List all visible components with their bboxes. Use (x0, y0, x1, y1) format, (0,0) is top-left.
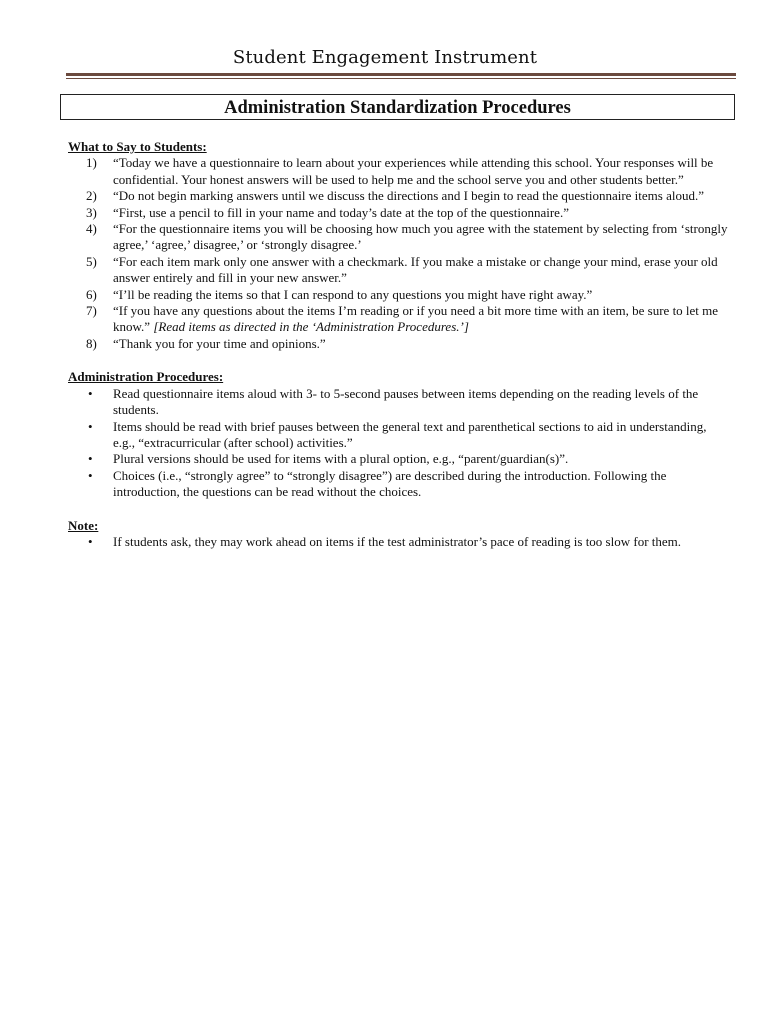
item-text: Choices (i.e., “strongly agree” to “strongly disagree”) are described during the introduction. Following the introduction, the questions can be read without the choices. (113, 467, 667, 500)
bullet-icon: • (88, 467, 93, 483)
header-rule-thick (66, 73, 736, 76)
header-title: Student Engagement Instrument (232, 47, 538, 68)
item-number: 7) (86, 303, 97, 319)
item-text: “If you have any questions about the items I’m reading or if you need a bit more time with an item, be sure to let me know.” (113, 303, 719, 335)
list-item (68, 254, 728, 287)
admin-procedures-title: Administration Procedures: (68, 369, 224, 385)
note-list (68, 534, 728, 550)
list-item (68, 188, 728, 204)
list-item (68, 451, 728, 467)
item-number: 2) (86, 188, 97, 204)
list-item (68, 287, 728, 303)
list-item (68, 155, 728, 188)
list-item (68, 336, 728, 352)
item-text: “I’ll be reading the items so that I can respond to any questions you might have right away.” (113, 286, 593, 302)
item-number: 8) (86, 335, 97, 351)
admin-procedures-list (68, 386, 728, 501)
item-note: [Read items as directed in the ‘Administration Procedures.’] (153, 319, 469, 335)
item-text: “For each item mark only one answer with a checkmark. If you make a mistake or change your mind, erase your old answer entirely and fill in your new answer.” (113, 253, 718, 286)
section-spacer (68, 352, 728, 369)
header-rule-thin (66, 78, 736, 79)
item-text: Read questionnaire items aloud with 3- to 5-second pauses between items depending on the reading levels of the students. (113, 385, 699, 418)
bullet-icon: • (88, 418, 93, 434)
item-text: “Today we have a questionnaire to learn about your experiences while attending this school. Your responses will be confidential. Your honest answers will be used to help me and the school serve you and other students better.” (113, 155, 714, 187)
item-number: 5) (86, 253, 97, 269)
bullet-icon: • (88, 533, 93, 549)
note-title: Note: (68, 517, 99, 533)
item-text: Items should be read with brief pauses between the general text and parenthetical sections to aid in understanding, e.g., “extracurricular (after school) activities.” (113, 418, 707, 450)
item-text: “Do not begin marking answers until we discuss the directions and I begin to read the questionnaire items aloud.” (113, 188, 704, 204)
bullet-icon: • (88, 385, 93, 401)
item-number: 1) (86, 155, 97, 171)
list-item (68, 221, 728, 254)
item-number: 6) (86, 286, 97, 302)
list-item (68, 534, 728, 550)
document-body (68, 139, 728, 550)
list-item (68, 468, 728, 501)
item-number: 4) (86, 221, 97, 237)
list-item (68, 205, 728, 221)
item-text: “First, use a pencil to fill in your name and today’s date at the top of the questionnaire.” (113, 204, 569, 220)
list-item (68, 303, 728, 336)
section-heading-box: Administration Standardization Procedures (60, 94, 735, 120)
item-text: If students ask, they may work ahead on items if the test administrator’s pace of reading is too slow for them. (113, 533, 682, 549)
what-to-say-list (68, 155, 728, 352)
item-number: 3) (86, 204, 97, 220)
item-text: “For the questionnaire items you will be choosing how much you agree with the statement by selecting from ‘strongly agree,’ ‘agree,’ disagree,’ or ‘strongly disagree.’ (113, 221, 728, 253)
item-text: Plural versions should be used for items with a plural option, e.g., “parent/guardian(s)”. (113, 451, 569, 467)
item-text: “Thank you for your time and opinions.” (113, 335, 326, 351)
what-to-say-title: What to Say to Students: (68, 139, 207, 154)
bullet-icon: • (88, 451, 93, 467)
section-spacer (68, 501, 728, 518)
list-item (68, 419, 728, 452)
list-item (68, 386, 728, 419)
